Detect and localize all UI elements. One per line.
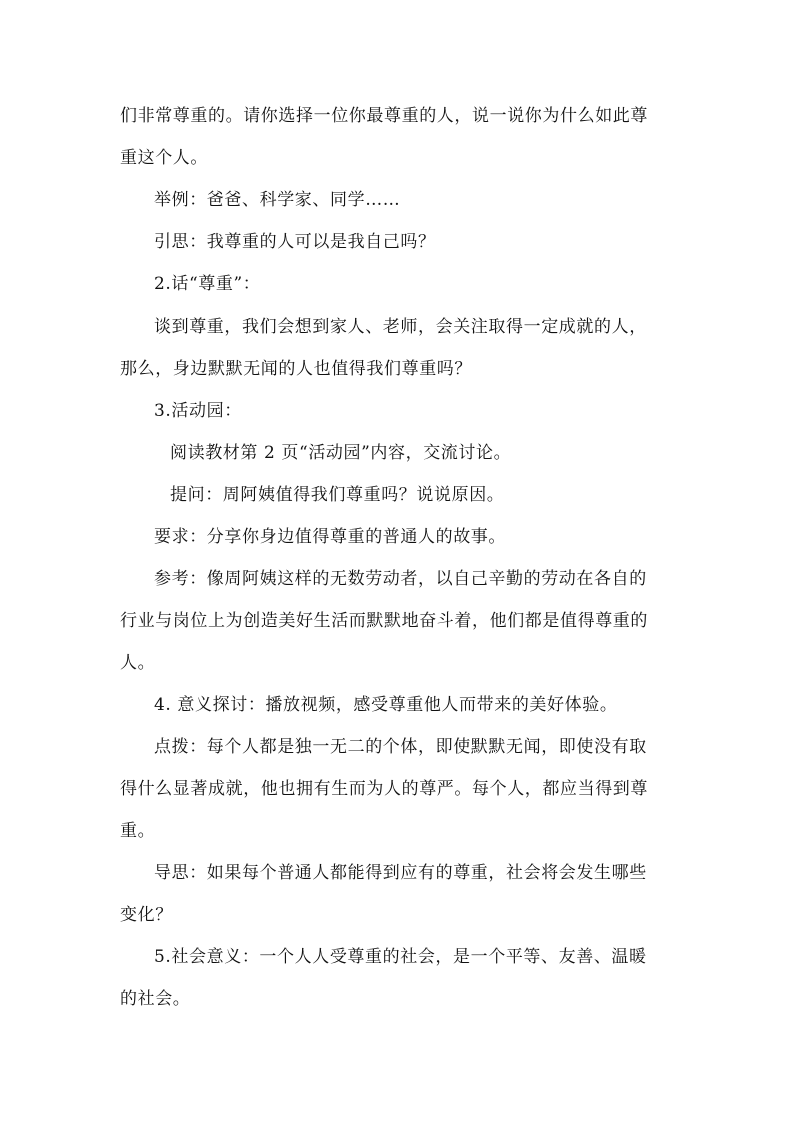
paragraph-line: 得什么显著成就，他也拥有生而为人的尊严。每个人，都应当得到尊	[120, 779, 648, 799]
paragraph-line: 参考：像周阿姨这样的无数劳动者，以自己辛勤的劳动在各自的	[154, 569, 647, 589]
paragraph-line: 行业与岗位上为创造美好生活而默默地奋斗着，他们都是值得尊重的	[120, 611, 648, 631]
paragraph-line: 阅读教材第 2 页“活动园”内容，交流讨论。	[170, 443, 512, 463]
paragraph-line: 变化？	[120, 905, 173, 925]
paragraph-line: 那么，身边默默无闻的人也值得我们尊重吗？	[120, 359, 472, 379]
section-heading: 2.话“尊重”：	[154, 274, 261, 294]
paragraph-line: 引思：我尊重的人可以是我自己吗？	[154, 232, 436, 252]
paragraph-line: 们非常尊重的。请你选择一位你最尊重的人，说一说你为什么如此尊	[120, 106, 648, 126]
paragraph-line: 导思：如果每个普通人都能得到应有的尊重，社会将会发生哪些	[154, 863, 647, 883]
paragraph-line: 要求：分享你身边值得尊重的普通人的故事。	[154, 527, 506, 547]
paragraph-line: 点拨：每个人都是独一无二的个体，即使默默无闻，即使没有取	[154, 737, 647, 757]
paragraph-line: 人。	[120, 653, 156, 673]
paragraph-line: 重这个人。	[120, 148, 208, 168]
paragraph-line: 提问：周阿姨值得我们尊重吗？说说原因。	[170, 485, 505, 505]
paragraph-line: 举例：爸爸、科学家、同学……	[154, 190, 401, 210]
paragraph-line: 重。	[120, 821, 156, 841]
paragraph-line: 谈到尊重，我们会想到家人、老师，会关注取得一定成就的人，	[154, 317, 647, 337]
section-heading: 4. 意义探讨：播放视频，感受尊重他人而带来的美好体验。	[154, 695, 618, 715]
paragraph-line: 的社会。	[120, 989, 191, 1009]
section-heading: 5.社会意义：一个人人受尊重的社会，是一个平等、友善、温暖	[154, 947, 647, 967]
section-heading: 3.活动园：	[154, 401, 242, 421]
